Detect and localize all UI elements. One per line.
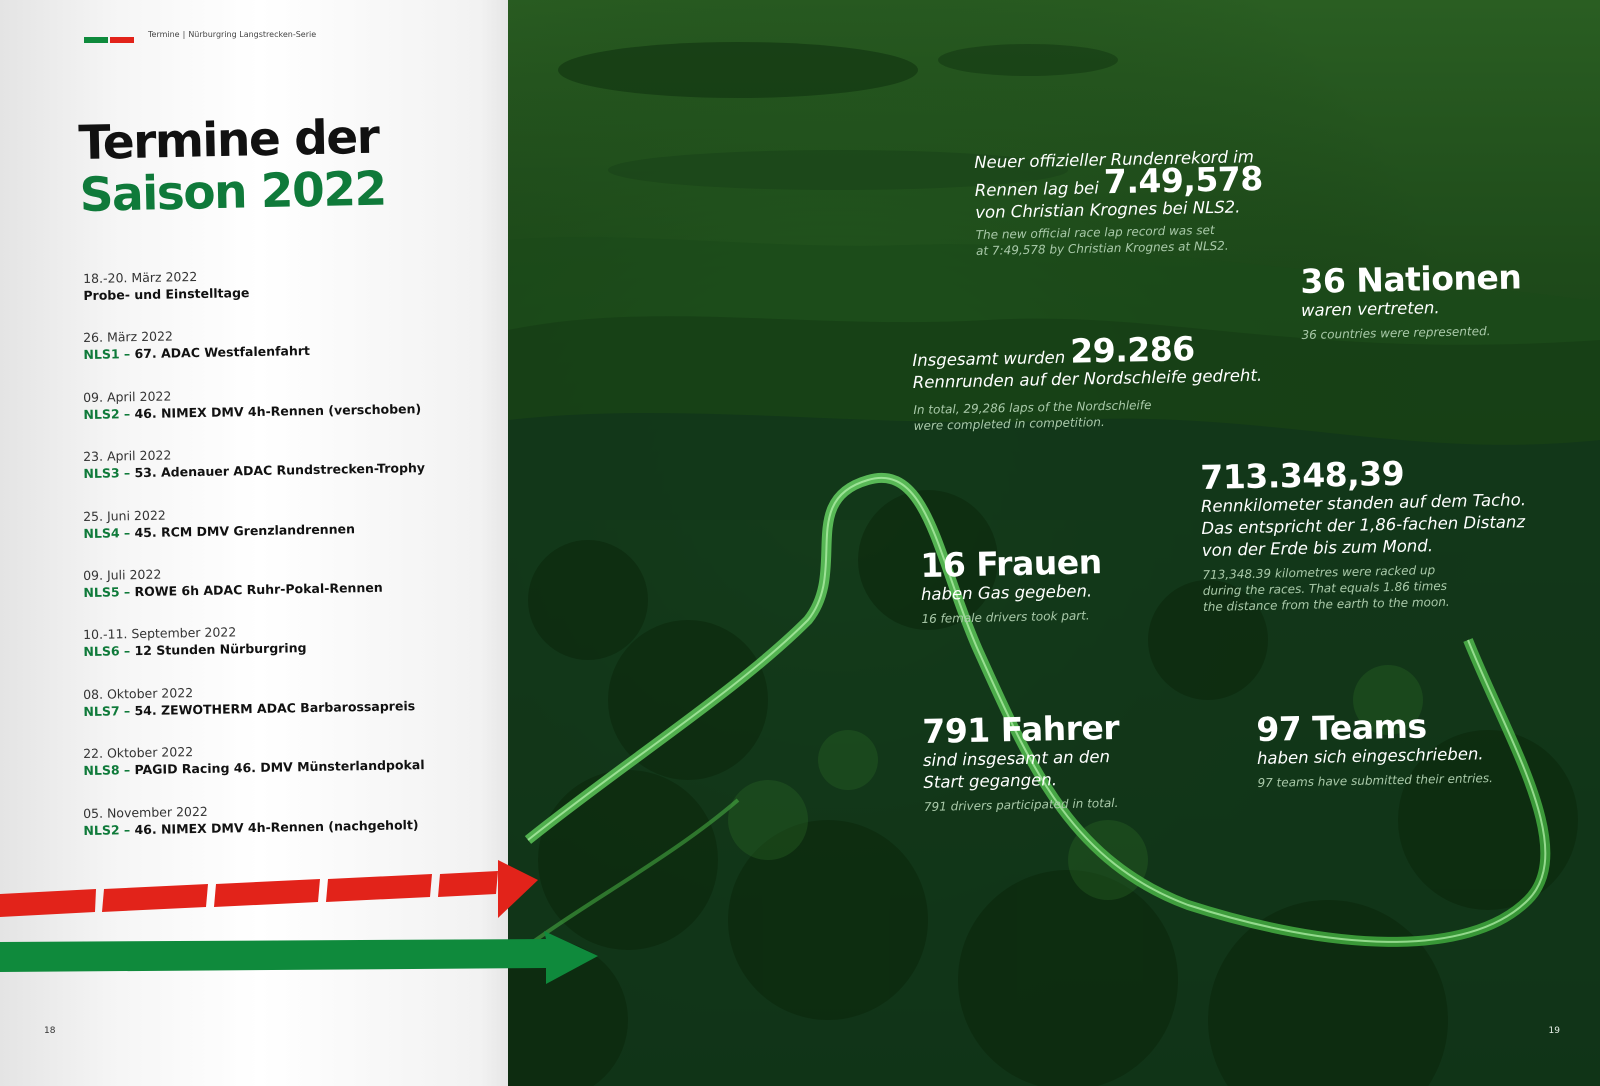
event-name: Probe- und Einstelltage [83, 285, 250, 303]
event-code: NLS4 – [83, 524, 131, 541]
event-date: 18.-20. März 2022 [83, 269, 198, 286]
event-item [83, 441, 484, 507]
kilometres-de-line2: Das entspricht der 1,86-fachen Distanz [1201, 512, 1526, 538]
teams-de: haben sich eingeschrieben. [1256, 744, 1484, 768]
teams-value: 97 Teams [1255, 706, 1427, 749]
header-separator: | [182, 30, 186, 39]
event-date: 25. Juni 2022 [83, 507, 166, 524]
event-date: 26. März 2022 [83, 328, 174, 346]
title-line-1: Termine der [77, 109, 379, 171]
title-line-2: Saison 2022 [79, 161, 387, 223]
page-title [77, 109, 387, 223]
lap-record-value: 7.49,578 [1103, 158, 1264, 202]
event-name: ROWE 6h ADAC Ruhr-Pokal-Rennen [134, 579, 383, 600]
event-code: NLS2 – [83, 405, 131, 422]
event-code: NLS6 – [83, 643, 131, 660]
event-item [83, 798, 484, 864]
nations-de: waren vertreten. [1300, 298, 1440, 320]
teams-en: 97 teams have submitted their entries. [1257, 771, 1494, 790]
event-item [83, 501, 484, 567]
kilometres-de-line3: von der Erde bis zum Mond. [1201, 536, 1434, 560]
event-item [83, 382, 484, 448]
event-item [83, 619, 484, 685]
drivers-value: 791 Fahrer [921, 707, 1120, 751]
laps-value: 29.286 [1069, 329, 1196, 371]
lap-record-en-line1: The new official race lap record was set [975, 222, 1215, 242]
drivers-en: 791 drivers participated in total. [923, 795, 1119, 814]
kilometres-en-line2: during the races. That equals 1.86 times [1202, 578, 1448, 598]
stat-laps [912, 329, 1263, 434]
event-name: 45. RCM DMV Grenzlandrennen [134, 520, 356, 540]
event-date: 05. November 2022 [83, 803, 208, 821]
event-item [83, 738, 484, 804]
drivers-de-line1: sind insgesamt an den [922, 747, 1111, 770]
stat-nations [1300, 259, 1523, 343]
stat-drivers [921, 707, 1121, 815]
header-series: Nürburgring Langstrecken-Serie [188, 30, 317, 39]
page-number-left: 18 [44, 1026, 56, 1036]
running-header [148, 30, 316, 39]
kilometres-en-line1: 713,348.39 kilometres were racked up [1202, 563, 1436, 582]
kilometres-en-line3: the distance from the earth to the moon. [1202, 594, 1450, 614]
stat-kilometres [1200, 453, 1528, 615]
event-name: PAGID Racing 46. DMV Münsterlandpokal [134, 757, 425, 778]
event-name: 53. Adenauer ADAC Rundstrecken-Trophy [134, 460, 426, 481]
event-code: NLS1 – [83, 346, 131, 363]
women-value: 16 Frauen [919, 542, 1103, 585]
kilometres-value: 713.348,39 [1199, 453, 1405, 497]
left-page [0, 0, 508, 1086]
event-date: 09. Juli 2022 [83, 566, 162, 583]
header-stripe-green [84, 37, 108, 43]
women-en: 16 female drivers took part. [921, 608, 1090, 626]
event-code: NLS5 – [83, 584, 131, 600]
event-name: 67. ADAC Westfalenfahrt [134, 343, 311, 362]
event-item [83, 322, 484, 388]
event-name: 46. NIMEX DMV 4h-Rennen (verschoben) [134, 400, 422, 421]
lap-record-de-line1: Neuer offizieller Rundenrekord im [974, 147, 1255, 172]
lap-record-en-line2: at 7:49,578 by Christian Krognes at NLS2. [975, 238, 1229, 258]
event-list [83, 270, 483, 864]
header-stripe-red [110, 37, 134, 43]
event-date: 10.-11. September 2022 [83, 624, 237, 643]
laps-en-line2: were completed in competition. [913, 414, 1105, 433]
event-item [83, 263, 484, 329]
page-number-right: 19 [1548, 1026, 1560, 1036]
women-de: haben Gas gegeben. [920, 581, 1093, 604]
event-name: 12 Stunden Nürburgring [134, 640, 307, 659]
drivers-de-line2: Start gegangen. [923, 770, 1058, 792]
stat-lap-record [974, 146, 1264, 259]
kilometres-de-line1: Rennkilometer standen auf dem Tacho. [1200, 490, 1527, 516]
event-code: NLS7 – [83, 702, 131, 719]
event-code: NLS8 – [83, 762, 131, 779]
nations-value: 36 Nationen [1299, 257, 1522, 301]
event-code: NLS2 – [83, 821, 131, 838]
event-date: 22. Oktober 2022 [83, 744, 194, 762]
stat-teams [1256, 707, 1493, 791]
event-item [83, 679, 484, 745]
event-name: 46. NIMEX DMV 4h-Rennen (nachgeholt) [134, 816, 419, 837]
event-date: 23. April 2022 [83, 447, 172, 465]
nations-en: 36 countries were represented. [1301, 324, 1491, 342]
event-name: 54. ZEWOTHERM ADAC Barbarossapreis [134, 697, 416, 718]
laps-de-pre: Insgesamt wurden [912, 347, 1066, 370]
lap-record-de-pre: Rennen lag bei [974, 178, 1099, 200]
event-date: 08. Oktober 2022 [83, 684, 194, 702]
event-date: 09. April 2022 [83, 388, 172, 405]
lap-record-de-line3: von Christian Krognes bei NLS2. [975, 197, 1241, 222]
laps-en-line1: In total, 29,286 laps of the Nordschleife [913, 398, 1152, 417]
laps-de-line2: Rennrunden auf der Nordschleife gedreht. [912, 365, 1263, 392]
stat-women [920, 544, 1103, 627]
event-code: NLS3 – [83, 465, 131, 482]
event-item [83, 560, 484, 626]
header-section: Termine [148, 30, 180, 39]
